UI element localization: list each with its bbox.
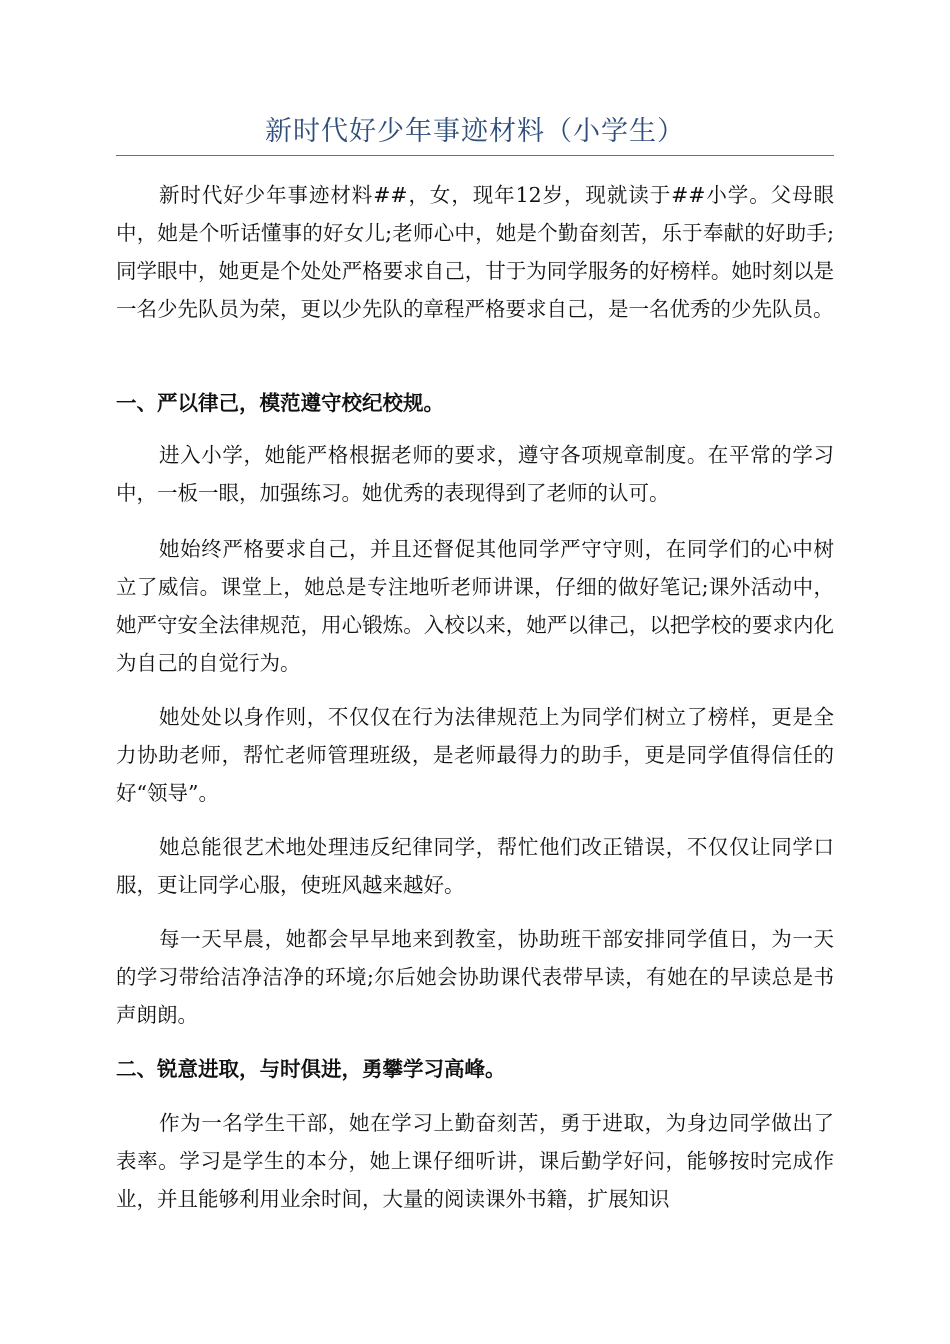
section-heading-2: 二、锐意进取，与时俱进，勇攀学习高峰。 <box>116 1057 506 1081</box>
document-title: 新时代好少年事迹材料（小学生） <box>116 112 834 156</box>
section1-paragraph-5: 每一天早晨，她都会早早地来到教室，协助班干部安排同学值日，为一天的学习带给洁净洁净的环境;尔后她会协助课代表带早读，有她在的早读总是书声朗朗。 <box>116 927 834 1027</box>
section1-paragraph-3: 她处处以身作则，不仅仅在行为法律规范上为同学们树立了榜样，更是全力协助老师，帮忙老师管理班级，是老师最得力的助手，更是同学值得信任的好“领导”。 <box>116 705 834 805</box>
section1-paragraph-4: 她总能很艺术地处理违反纪律同学，帮忙他们改正错误，不仅仅让同学口服，更让同学心服，使班风越来越好。 <box>116 835 834 897</box>
intro-paragraph: 新时代好少年事迹材料##，女，现年12岁，现就读于##小学。父母眼中，她是个听话懂事的好女儿;老师心中，她是个勤奋刻苦，乐于奉献的好助手;同学眼中，她更是个处处严格要求自己，甘于为同学服务的好榜样。她时刻以是一名少先队员为荣，更以少先队的章程严格要求自己，是一名优秀的少先队员。 <box>116 183 834 321</box>
section1-paragraph-1: 进入小学，她能严格根据老师的要求，遵守各项规章制度。在平常的学习中，一板一眼，加强练习。她优秀的表现得到了老师的认可。 <box>116 443 834 505</box>
section-heading-1: 一、严以律己，模范遵守校纪校规。 <box>116 391 444 415</box>
section2-paragraph-1: 作为一名学生干部，她在学习上勤奋刻苦，勇于进取，为身边同学做出了表率。学习是学生的本分，她上课仔细听讲，课后勤学好问，能够按时完成作业，并且能够利用业余时间，大量的阅读课外书籍，扩展知识 <box>116 1111 834 1211</box>
section1-paragraph-2: 她始终严格要求自己，并且还督促其他同学严守守则，在同学们的心中树立了威信。课堂上，她总是专注地听老师讲课，仔细的做好笔记;课外活动中，她严守安全法律规范，用心锻炼。入校以来，她严以律己，以把学校的要求内化为自己的自觉行为。 <box>116 537 834 675</box>
